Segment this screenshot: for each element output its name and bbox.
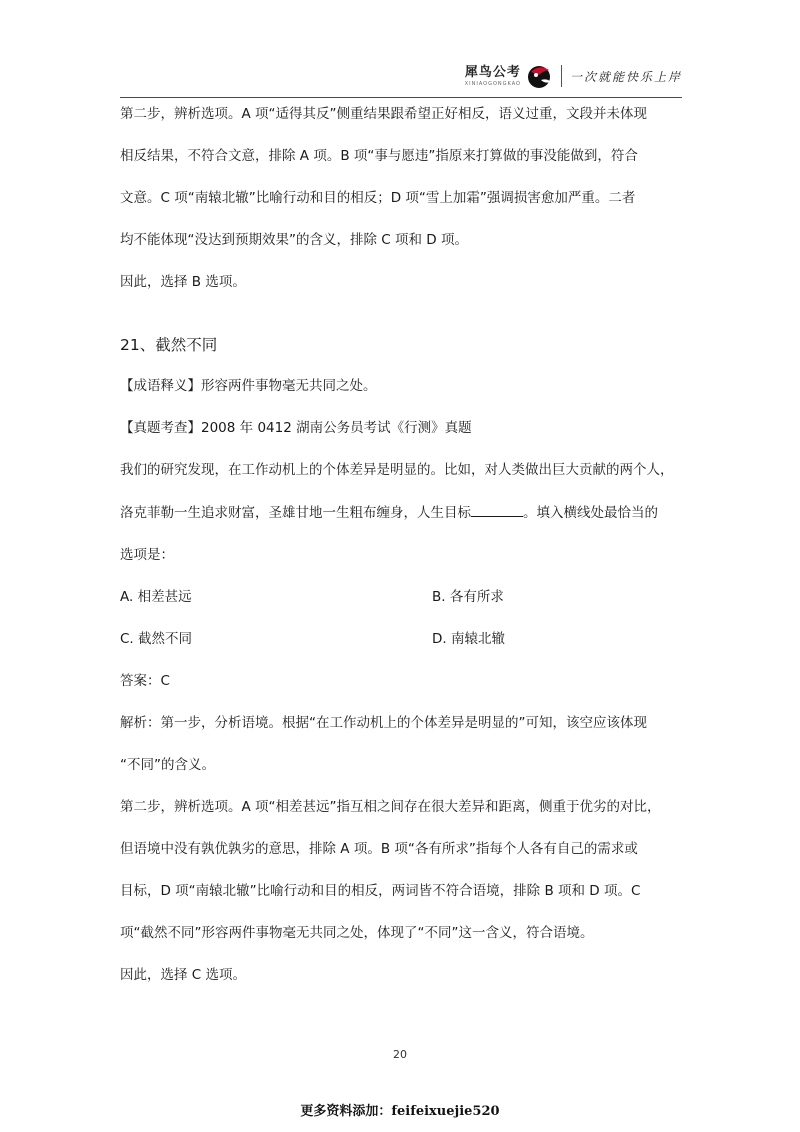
- prev-step2-line-1: 第二步，辨析选项。A 项“适得其反”侧重结果跟希望正好相反，语义过重，文段并未体现: [120, 106, 648, 122]
- step2-line-4: 项“截然不同”形容两件事物毫无共同之处，体现了“不同”这一含义，符合语境。: [120, 925, 594, 941]
- idiom-definition: 【成语释义】形容两件事物毫无共同之处。: [120, 378, 377, 394]
- brand-text: [465, 65, 521, 88]
- question-line-2-before: 洛克菲勒一生追求财富，圣雄甘地一生粗布缠身，人生目标: [120, 505, 471, 521]
- exam-source: 【真题考查】2008 年 0412 湖南公务员考试《行测》真题: [120, 420, 472, 436]
- analysis-line-1: 解析：第一步，分析语境。根据“在工作动机上的个体差异是明显的”可知，该空应该体现: [120, 715, 647, 731]
- question-line-2: [120, 502, 684, 523]
- step2-line-3: 目标，D 项“南辕北辙”比喻行动和目的相反，两词皆不符合语境，排除 B 项和 D 项。C: [120, 883, 641, 899]
- option-d: D. 南辕北辙: [432, 631, 505, 647]
- prev-step2-line-3: 文意。C 项“南辕北辙”比喻行动和目的相反；D 项“雪上加霜”强调损害愈加严重。二者: [120, 190, 636, 206]
- brand-logo-group: [465, 60, 682, 92]
- option-a: A. 相差甚远: [120, 589, 192, 605]
- fill-blank: [471, 502, 523, 517]
- page-number: 20: [393, 1048, 407, 1061]
- hornbill-logo-icon: [525, 62, 553, 90]
- document-body: [120, 104, 684, 985]
- header-rule: [120, 97, 682, 98]
- answer: 答案：C: [120, 673, 170, 689]
- question-line-1: 我们的研究发现，在工作动机上的个体差异是明显的。比如，对人类做出巨大贡献的两个人，: [120, 462, 674, 478]
- prev-step2-line-2: 相反结果，不符合文意，排除 A 项。B 项“事与愿违”指原来打算做的事没能做到，符合: [120, 148, 638, 164]
- brand-name: 犀鸟公考: [464, 64, 521, 80]
- page-header: [120, 58, 682, 98]
- option-c: C. 截然不同: [120, 631, 193, 647]
- slogan: 一次就能快乐上岸: [569, 69, 682, 84]
- step2-line-1: 第二步，辨析选项。A 项“相差甚远”指互相之间存在很大差异和距离，侧重于优劣的对比，: [120, 799, 661, 815]
- footer-note: 更多资料添加：feifeixuejie520: [300, 1104, 500, 1119]
- options-row-2: [120, 629, 684, 649]
- step2-line-2: 但语境中没有孰优孰劣的意思，排除 A 项。B 项“各有所求”指每个人各有自己的需求或: [120, 841, 638, 857]
- entry-title: 21、截然不同: [120, 336, 218, 354]
- analysis-line-2: “不同”的含义。: [120, 757, 215, 773]
- option-b: B. 各有所求: [432, 589, 504, 605]
- question-line-3: 选项是：: [120, 547, 174, 563]
- prev-conclusion: 因此，选择 B 选项。: [120, 274, 246, 290]
- question-line-2-after: 。填入横线处最恰当的: [523, 505, 658, 521]
- header-divider: [561, 65, 562, 87]
- options-row-1: [120, 587, 684, 607]
- entry-conclusion: 因此，选择 C 选项。: [120, 967, 247, 983]
- prev-step2-line-4: 均不能体现“没达到预期效果”的含义，排除 C 项和 D 项。: [120, 232, 468, 248]
- brand-pinyin: XINIAOGONGKAO: [464, 80, 521, 87]
